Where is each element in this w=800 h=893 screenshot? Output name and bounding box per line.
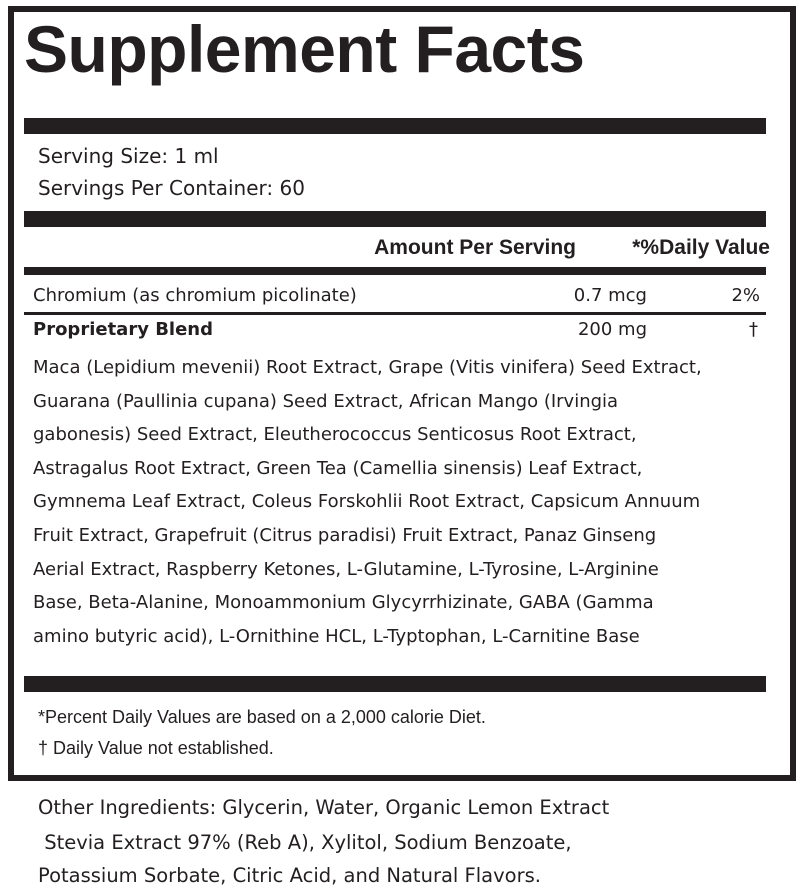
medium-divider bbox=[24, 267, 766, 275]
daily-value-header: *%Daily Value bbox=[632, 236, 770, 259]
blend-line: amino butyric acid), L-Ornithine HCL, L-Typtophan, L-Carnitine Base bbox=[33, 625, 640, 647]
nutrient-amount: 0.7 mcg bbox=[573, 285, 647, 306]
footnote-daily-values: *Percent Daily Values are based on a 2,000 calorie Diet. bbox=[38, 707, 486, 727]
thin-divider bbox=[24, 312, 766, 315]
blend-line: Astragalus Root Extract, Green Tea (Camellia sinensis) Leaf Extract, bbox=[33, 457, 643, 479]
nutrient-name: Chromium (as chromium picolinate) bbox=[33, 285, 357, 306]
blend-line: Maca (Lepidium mevenii) Root Extract, Grape (Vitis vinifera) Seed Extract, bbox=[33, 357, 702, 378]
blend-ingredients bbox=[33, 351, 778, 653]
nutrient-daily-value: 2% bbox=[731, 285, 760, 306]
servings-per-container: Servings Per Container: 60 bbox=[38, 176, 305, 200]
serving-size: Serving Size: 1 ml bbox=[38, 144, 219, 168]
blend-name: Proprietary Blend bbox=[33, 319, 213, 340]
thick-divider bbox=[24, 676, 766, 692]
amount-per-serving-header: Amount Per Serving bbox=[374, 236, 576, 259]
blend-line: Fruit Extract, Grapefruit (Citrus paradisi) Fruit Extract, Panaz Ginseng bbox=[33, 524, 657, 546]
other-ingredients-line: Stevia Extract 97% (Reb A), Xylitol, Sodium Benzoate, bbox=[38, 831, 572, 854]
blend-line: Base, Beta-Alanine, Monoammonium Glycyrrhizinate, GABA (Gamma bbox=[33, 592, 654, 614]
blend-daily-value: † bbox=[749, 319, 758, 340]
thick-divider bbox=[24, 211, 766, 227]
blend-line: Guarana (Paullinia cupana) Seed Extract, African Mango (Irvingia bbox=[33, 390, 619, 412]
blend-line: Gymnema Leaf Extract, Coleus Forskohlii Root Extract, Capsicum Annuum bbox=[33, 491, 701, 513]
blend-amount: 200 mg bbox=[577, 319, 647, 340]
footnote-dagger: † Daily Value not established. bbox=[38, 738, 274, 758]
thick-divider bbox=[24, 118, 766, 134]
panel-title: Supplement Facts bbox=[24, 12, 585, 86]
other-ingredients-line: Other Ingredients: Glycerin, Water, Organic Lemon Extract bbox=[38, 796, 610, 819]
other-ingredients-line: Potassium Sorbate, Citric Acid, and Natural Flavors. bbox=[38, 864, 541, 887]
blend-line: gabonesis) Seed Extract, Eleutherococcus Senticosus Root Extract, bbox=[33, 424, 637, 446]
blend-line: Aerial Extract, Raspberry Ketones, L-Glutamine, L-Tyrosine, L-Arginine bbox=[33, 558, 659, 580]
